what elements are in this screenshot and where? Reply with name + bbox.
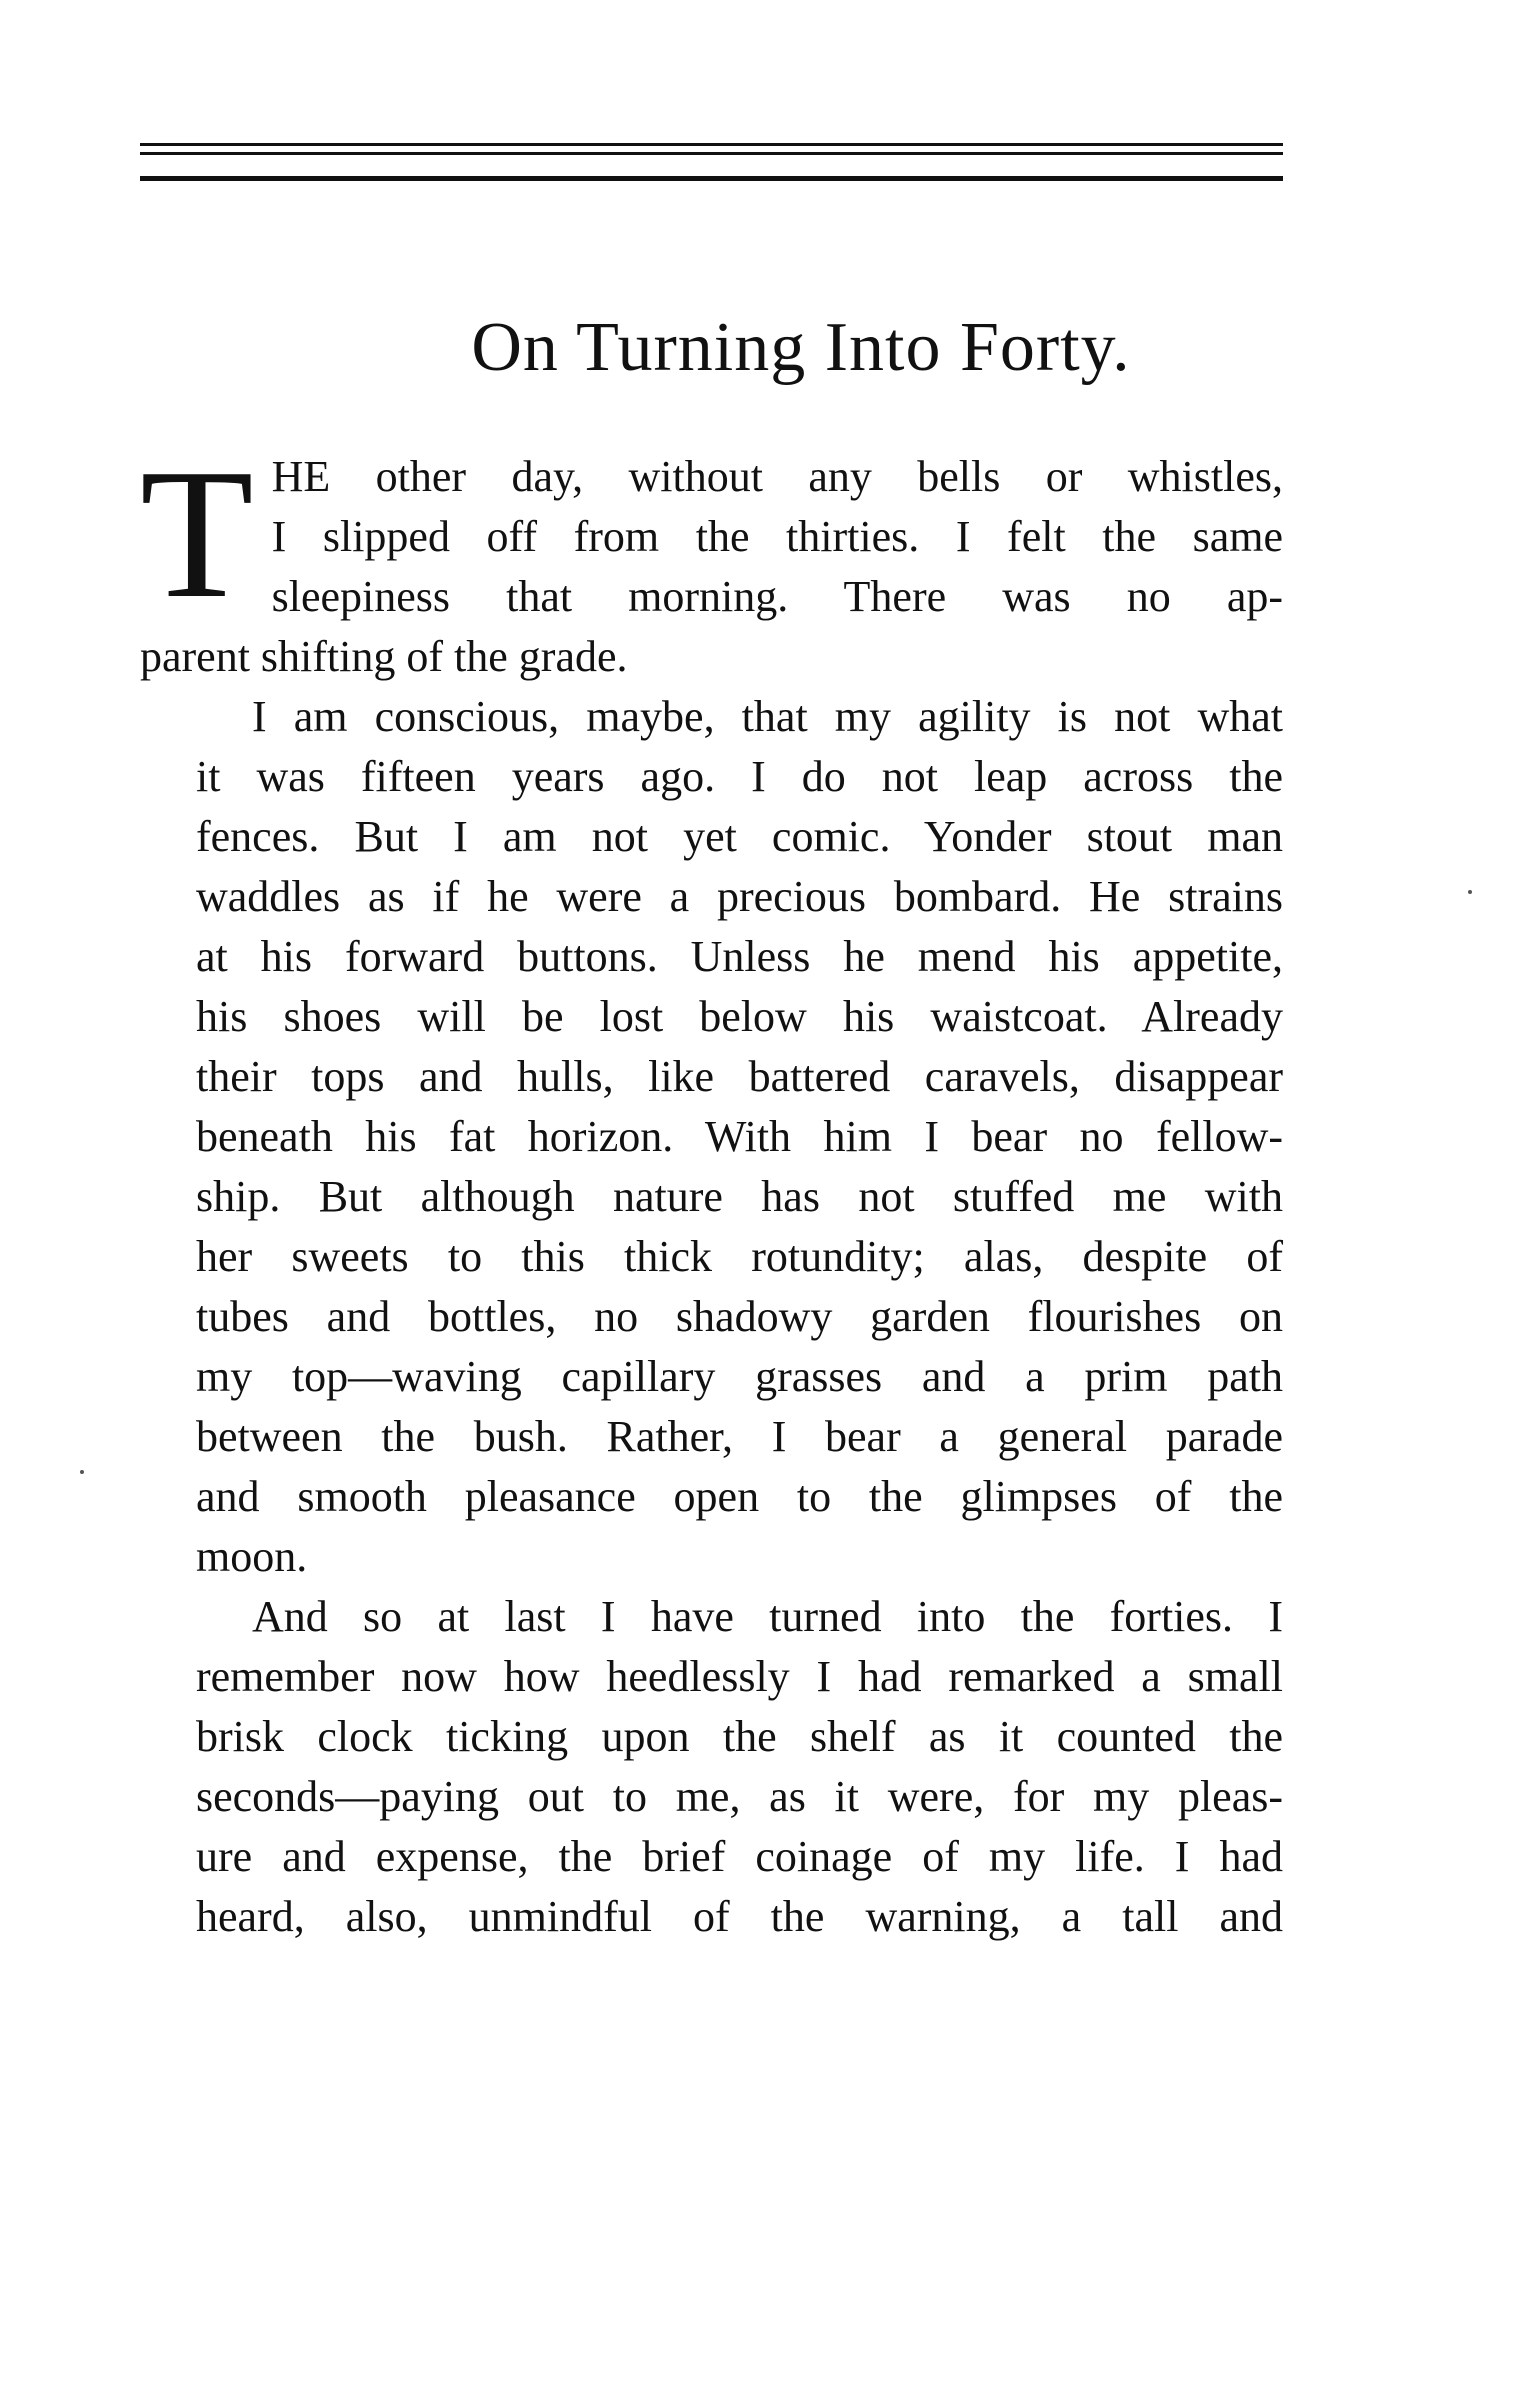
header-rule-thick [140, 176, 1283, 181]
text-line: ure and expense, the brief coinage of my life. I had [196, 1832, 1283, 1881]
text-line: between the bush. Rather, I bear a general parade [196, 1412, 1283, 1461]
text-line: at his forward buttons. Unless he mend his appetite, [196, 932, 1283, 981]
header-rule-thin-1 [140, 143, 1283, 146]
drop-cap: T [140, 431, 254, 637]
text-line: I am conscious, maybe, that my agility is not what [252, 692, 1283, 741]
text-line: it was fifteen years ago. I do not leap across the [196, 752, 1283, 801]
header-rules [140, 143, 1283, 187]
text-line: beneath his fat horizon. With him I bear no fellow- [196, 1112, 1283, 1161]
text-line: heard, also, unmindful of the warning, a tall and [196, 1892, 1283, 1941]
text-line: tubes and bottles, no shadowy garden flourishes on [196, 1292, 1283, 1341]
text-line: her sweets to this thick rotundity; alas, despite of [196, 1232, 1283, 1281]
print-speck [80, 1470, 84, 1474]
text-line: my top—waving capillary grasses and a prim path [196, 1352, 1283, 1401]
text-line: seconds—paying out to me, as it were, for my pleas- [196, 1772, 1283, 1821]
text-line: I slipped off from the thirties. I felt the same [271, 512, 1283, 561]
text-line: and smooth pleasance open to the glimpses of the [196, 1472, 1283, 1521]
text-line: brisk clock ticking upon the shelf as it counted the [196, 1712, 1283, 1761]
paragraph-3 [140, 1587, 1283, 1947]
text-line: moon. [196, 1532, 308, 1581]
text-line: And so at last I have turned into the forties. I [252, 1592, 1283, 1641]
text-line: waddles as if he were a precious bombard. He strains [196, 872, 1283, 921]
chapter-body [140, 431, 1283, 1947]
paragraph-2 [140, 687, 1283, 1587]
header-rule-thin-2 [140, 152, 1283, 155]
text-line: sleepiness that morning. There was no ap- [271, 572, 1283, 621]
text-line: fences. But I am not yet comic. Yonder stout man [196, 812, 1283, 861]
paragraph-1 [140, 431, 1283, 687]
print-speck [1468, 890, 1472, 894]
text-line: remember now how heedlessly I had remarked a small [196, 1652, 1283, 1701]
text-line: parent shifting of the grade. [140, 632, 628, 681]
text-line: HE other day, without any bells or whistles, [271, 452, 1283, 501]
text-line: ship. But although nature has not stuffed me with [196, 1172, 1283, 1221]
text-line: their tops and hulls, like battered caravels, disappear [196, 1052, 1283, 1101]
chapter-title: On Turning Into Forty. [471, 309, 1131, 386]
text-line: his shoes will be lost below his waistcoat. Already [196, 992, 1283, 1041]
